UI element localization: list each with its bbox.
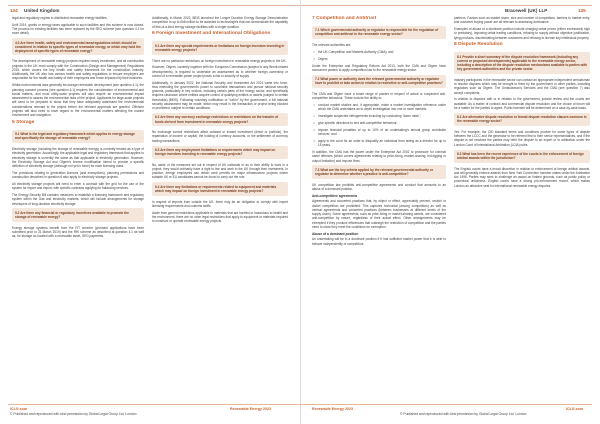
body-paragraph: There are no particular restrictions on foreign investment in renewable energy projects in the UK. [152, 58, 287, 63]
footer-left-book: Renewable Energy 2023 [230, 407, 271, 411]
body-paragraph: Industry participants in the renewable sector can contact an appropriate independent ombudsman to resolve disputes which may be brought to them by the government or other parties, including regulators such as Ofgem. The Ombudsman's Services and the CMA (see question 7) also accept complaints. [454, 77, 590, 95]
body-paragraph: Energy storage systems benefit from the FIT scheme (provided applications have been submitted prior to 31 March 2019) and the RHI scheme as described at question 4.1 as well as, for storage co-located with a renewable asset, SEG payments. [12, 225, 144, 239]
question-box-7-1 [312, 26, 446, 39]
body-paragraph: Additionally, in January 2022, the National Security and Investment Act 2021 came into force, thus extending the government's power to scrutinise transactions and pursue national security grounds, particularly in key sectors, including certain parts of the energy sector, and specifically requires clearance where entities acquire control of qualifying entities or assets (subject to certain thresholds) (BEIS). Following voluntary notification or "call-in" by the government, a full national security assessment may be made, which may result in the transaction or project being blocked or prohibited, subject to certain conditions. [152, 80, 288, 111]
question-box-7-2 [312, 75, 446, 88]
question-box-8-2 [454, 113, 590, 126]
column-3 [312, 16, 446, 402]
question-text: 5.2 Are there any financial or regulatory incentives available to promote the storage of renewable energy? [15, 210, 129, 219]
bullet-item: • investigate suspected infringements including by conducting "dawn raids"; [312, 114, 446, 118]
body-paragraph: The relevant authorities are: [312, 43, 352, 48]
column-1 [12, 16, 144, 402]
section-heading-dispute-resolution: 8 Dispute Resolution [454, 42, 503, 48]
body-paragraph: UK competition law prohibits anti-competitive agreements and conduct that amounts to an abuse of a dominant position. [312, 182, 446, 191]
body-paragraph: However, Ofgem, currently together with the European Commission (subject to any Brexit-related developments), is required to undertake an assessment as to whether foreign ownership or control of a renewable power project poses a risk to security of supply. [152, 65, 288, 78]
body-paragraph: In relation to disputes with or in relation to the government, judicial review and the courts are available. As a matter of contract and commercial dispute resolution and the choice of forum will be a matter for the parties to agree. Public licenses will be determined on a case-by-case basis. [454, 97, 590, 110]
body-paragraph: An undertaking will be in a dominant position if it has sufficient market power that it is able to behave independently of competitors. [312, 237, 446, 246]
body-paragraph: No, aside of the measures set out in respect of UK nationals or as to their ability to work in a project, they would ordinarily have a right to live and work in the UK through their investment. In practice, foreign employees can obtain work permits for major infrastructure projects where suitable UK or EU candidates cannot be found to carry out the role. [152, 162, 288, 180]
section-heading-competition: 7 Competition and Antitrust [312, 16, 377, 21]
question-box-6-1 [152, 41, 288, 54]
question-text: 6.1 Are there any special requirements or limitations on foreign investors investing in renewable energy projects? [155, 43, 285, 52]
left-page-number: 134 [10, 8, 18, 13]
body-paragraph: The provisions relating to generation licences (and exemptions), planning permissions and construction described in question 6 also apply to electricity storage projects. [12, 170, 144, 180]
question-text: 6.3 Are there any employment limitations or requirements which may impact on foreign investors investing in renewable energy projects? [155, 147, 276, 157]
section-heading-storage: 5 Storage [12, 119, 35, 125]
question-box-7-3 [312, 165, 446, 178]
question-text: 8.3 What has been the recent experience of the courts in the enforcement of foreign arbitral awards within the jurisdiction? [457, 151, 584, 160]
question-box-8-1 [454, 52, 590, 73]
right-firm-name: Bracewell (UK) LLP [505, 8, 548, 13]
bullet-item: • Ofgem. [312, 57, 446, 61]
body-paragraph: Agreements and concerted practices that, by object or effect, appreciably prevent, restrict or distort competition are prohibited. This captures horizontal (among competitors) as well as vertical agreements and concerted practices (between businesses at different levels of the supply chain). Some agreements, such as price-fixing or market-sharing cartels, are considered anti-competitive by nature, regardless of their actual effect. Other arrangements may be exempted if they produce efficiencies that outweigh the restriction of competition and the parties need to show they meet the conditions for exemption. [312, 199, 446, 229]
question-box-5-1 [12, 130, 144, 143]
footer-left-copyright: © Published and reproduced with kind permission by Global Legal Group Ltd, London [10, 412, 137, 416]
subheading-abuse-of-dominance: Abuse of a dominant position [312, 231, 359, 236]
question-box-4-3 [12, 38, 144, 55]
question-text: 8.2 Are alternative dispute resolution or formal dispute resolution clauses common in the renewable energy sector? [457, 115, 587, 124]
body-paragraph: Electricity storage (including the storage of renewable energy) is currently treated as a type of electricity generation. Accordingly, the applicable legal and regulatory framework that applies to electricity storage is currently the same as that applicable to electricity generation. However, the Electricity Storage Act and Ofgem's licence modification intend to provide a specific definition of electricity storage (although not yet in force) for each licensing class. [12, 147, 144, 169]
bullet-item: • the UK Competition and Markets Authority (CMA); and [312, 50, 446, 54]
question-box-8-3 [454, 150, 590, 163]
body-paragraph: In respect of imports from outside the UK, there may be an obligation to comply with import licensing requirements and customs tariffs. [152, 199, 288, 208]
question-text: 7.1 Which governmental authority or regulator is responsible for the regulation of competition and antitrust in the renewable energy sector? [315, 28, 439, 37]
question-text: 4.3 Are there health, safety and environmental laws/regulations which should be considered in relation to specific types of renewable energy, or which may hold the deployment of specific types of renewable energy? [15, 40, 141, 53]
question-text: 5.1 What is the legal and regulatory framework which applies to energy storage and specifically the storage of renewable energy? [15, 132, 135, 141]
body-paragraph: Aside from general restrictions applicable to materials that are harmful or hazardous to health and the environment, there are no other legal restrictions that apply to equipment or materials required to construct or operate renewable energy projects. [152, 210, 288, 224]
bullet-item: • give specific directions to end anti-competitive behaviour; [312, 121, 446, 125]
body-paragraph: The development of renewable energy projects requires heavy investment, and all construction projects in the UK must comply with the Construction (Design and Management) Regulations 2015, which covers the key health and safety framework for the construction industry. Additionally, the UK also has various health and safety regulations to ensure employers are responsible for the health and safety of their employees and those impacted by their business. [12, 59, 144, 81]
body-paragraph: The CMA and Ofgem have a broad range of powers in respect of actual or suspected anti-competitive behaviour. These include the ability to: [312, 91, 446, 101]
body-paragraph: In addition, the CMA has the power under the Enterprise Act 2002 to prosecute for criminal cartel offences (which covers agreements relating to price-fixing, market-sharing, bid-rigging or output limitation) and impose fines. [312, 150, 446, 163]
body-paragraph: Yes. For example, the CfD standard terms and conditions provide for some types of dispute between the LCCC and the generator to be referred first to their senior representatives, and if the dispute is not resolved the parties may refer the dispute to an expert or to arbitration under the London Court of International Arbitration (LCIA) rules. [454, 129, 590, 147]
question-text: 6.4 Are there any limitations or requirements related to equipment and materials which may impact on foreign investment in renewable energy projects? [155, 184, 277, 193]
column-4 [454, 16, 590, 402]
right-page-number: 135 [578, 8, 586, 13]
body-paragraph: Examples of abuse of a dominant position include charging unfair prices (either excessively high or predatory), imposing unfair trading conditions, refusing to supply without objective justification, tying products, discriminating between customers and refusing to license key intellectual property. [454, 27, 590, 40]
body-paragraph: The English courts have a broad discretion in relation to enforcement of foreign arbitral awards, and will generally enforce awards from New York Convention member states under the Arbitration Act 1996. Parties may seek to challenge an award on limited grounds, such as public policy or procedural unfairness. English courts have a strong pro-enforcement record, which makes London an attractive seat for international renewable energy disputes. [454, 166, 590, 188]
body-paragraph: The Energy Security Bill contains measures to establish a licensing framework and regulatory system within the Gas and electricity markets, which will include arrangements for storage developers of long-duration electricity storage. [12, 193, 144, 206]
question-box-6-2 [152, 113, 288, 126]
footer-rule [8, 404, 592, 405]
question-text: 7.3 What are the key criteria applied by the relevant governmental authority or regulator to determine whether a practice is anti-competitive? [315, 167, 433, 176]
footer-right-book: Renewable Energy 2023 [312, 407, 353, 411]
question-box-5-2 [12, 208, 144, 221]
page-spine [300, 0, 301, 424]
bullet-item: • conduct market studies and, if appropriate, make a market investigation reference under which the CMA undertakes an in-depth investigation into one or more markets; [312, 103, 446, 112]
left-chapter-title: United Kingdom [24, 8, 60, 13]
question-text: 6.2 Are there any currency exchange restrictions or restrictions on the transfer of funds derived from investment in renewable energy projects? [155, 115, 279, 124]
body-paragraph: legal and regulatory regime in distributed renewable energy facilities. [12, 16, 108, 20]
bullet-item: • apply to the court for an order to disqualify an individual from acting as a director for up to 15 years. [312, 139, 446, 148]
column-2 [152, 16, 288, 402]
body-paragraph: partners. Factors such as market share, size and number of competitors, barriers to market entry, and customer buying power are all relevant to assessing dominance. [454, 16, 590, 25]
section-heading-foreign-investment: 6 Foreign Investment and International Obligations [152, 31, 271, 37]
footer-right-copyright: © Published and reproduced with kind permission by Global Legal Group Ltd, London [400, 412, 527, 416]
question-text: 7.2 What power or authority does the relevant governmental authority or regulator have to prohibit or take action in relation to restrictive or anti-competitive practices? [315, 77, 443, 86]
body-paragraph: Additionally, in March 2022, BEIS launched the Longer Duration Energy Storage Demonstration competition to up to £68 million to be awarded to technologies that can demonstrate the capability of first-of-a-kind energy storage facilities with a longer duration. [152, 16, 288, 29]
footer-left-url[interactable]: ICLG.com [10, 407, 27, 411]
body-paragraph: Until 2019, grants or energy taxes applicable to such facilities and this scheme is now closed. The process for existing facilities has been replaced by the SEG scheme (see question 4.1 for more detail). [12, 22, 144, 36]
question-text: 8.1 Provide a short summary of the dispute resolution framework (including any current or proposed developments) applicable to the renewable energy sector, including a description of the dispute resolution mechanisms available to parties with key government authorities and the private sector. [457, 54, 588, 72]
body-paragraph: All electricity storage projects will need to enter a contract with the grid for the use of the system for import and export, with specific contracts applying for balancing services. [12, 182, 144, 191]
bullet-item: • impose financial penalties of up to 10% of an undertaking's annual group worldwide turnover; and [312, 128, 446, 137]
footer-right-url[interactable]: ICLG.com [566, 407, 583, 411]
question-box-6-3 [152, 146, 288, 159]
body-paragraph: Whilst environmental laws generally encourage renewable development (see question 4.1), the planning consent process (see question 6.1) requires the consideration of environmental and social matters, and most utility-scale projects will also require an environmental impact assessment to assess the environmental risks of the project. Applicants for large-scale projects will need to be prepared to show that they have adequately addressed the environmental considerations relevant to the project before the relevant approvals are granted. Offshore projects will also need to have regard to the environmental matters affecting the marine environment and navigation. [12, 83, 144, 118]
body-paragraph: Under the Enterprise and Regulatory Reform Act 2013, both the CMA and Ofgem have concurrent powers to apply competition law to the renewable energy sector. [312, 63, 446, 72]
subheading-anti-competitive-agreements: Anti-competitive agreements [312, 193, 358, 198]
question-box-6-4 [152, 182, 288, 195]
body-paragraph: No exchange control restrictions affect outward or inward investment (direct or portfolio), the repatriation of income or capital, the holding of currency accounts, or the settlement of currency trading transactions. [152, 130, 288, 143]
